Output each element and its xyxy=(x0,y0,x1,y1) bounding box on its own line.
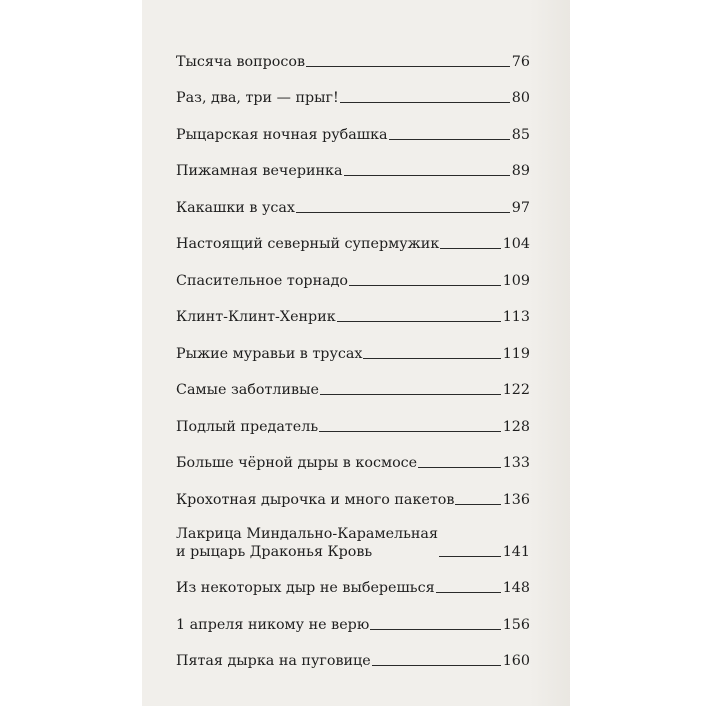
toc-entry-page: 109 xyxy=(502,272,530,289)
toc-entry xyxy=(176,363,530,400)
toc-entry-title: Самые заботливые xyxy=(176,382,319,398)
toc-entry-page: 156 xyxy=(502,616,530,633)
toc-entry-title: Спасительное торнадо xyxy=(176,272,349,289)
toc-entry-page: 89 xyxy=(511,163,530,179)
toc-entry-title: Рыжие муравьи в трусах xyxy=(176,345,363,362)
toc-entry-page: 141 xyxy=(502,543,530,560)
book-page xyxy=(142,0,570,706)
toc-entry xyxy=(176,253,530,290)
toc-entry-title: Тысяча вопросов xyxy=(176,53,306,70)
toc-entry-page: 148 xyxy=(502,580,530,596)
toc-leader-line xyxy=(337,321,501,322)
toc-leader-line xyxy=(306,66,510,67)
toc-entry-title: 1 апреля никому не верю xyxy=(176,616,370,633)
toc-entry xyxy=(176,561,530,598)
toc-entry xyxy=(176,180,530,217)
toc-entry xyxy=(176,597,530,634)
toc-leader-line xyxy=(370,629,500,630)
toc-entry-page: 85 xyxy=(511,126,530,143)
toc-leader-line xyxy=(440,248,500,249)
toc-entry-page: 76 xyxy=(511,53,530,70)
toc-entry xyxy=(176,217,530,254)
toc-entry-title: Из некоторых дыр не выберешься xyxy=(176,580,435,596)
toc-entry-title: Рыцарская ночная рубашка xyxy=(176,126,388,143)
toc-leader-line xyxy=(349,285,501,286)
toc-entry-page: 133 xyxy=(502,455,530,471)
toc-leader-line xyxy=(363,358,500,359)
toc-leader-line xyxy=(418,467,501,468)
toc-entry-title: Пижамная вечеринка xyxy=(176,163,343,179)
toc-leader-line xyxy=(340,102,510,103)
toc-entry xyxy=(176,71,530,108)
toc-entry xyxy=(176,634,530,671)
toc-entry-page: 136 xyxy=(502,491,530,508)
toc-entry xyxy=(176,34,530,71)
toc-entry-title: Крохотная дырочка и много пакетов xyxy=(176,491,455,508)
table-of-contents xyxy=(176,34,530,670)
toc-leader-line xyxy=(439,556,501,557)
toc-entry-page: 80 xyxy=(511,90,530,106)
toc-entry xyxy=(176,399,530,436)
toc-entry-title: Подлый предатель xyxy=(176,418,319,435)
toc-entry-page: 128 xyxy=(502,418,530,435)
toc-entry-title: Раз, два, три — прыг! xyxy=(176,90,339,106)
toc-entry-title: Какашки в усах xyxy=(176,199,295,216)
toc-entry xyxy=(176,326,530,363)
toc-leader-line xyxy=(436,592,501,593)
toc-entry xyxy=(176,290,530,327)
toc-entry-title: Больше чёрной дыры в космосе xyxy=(176,455,418,471)
toc-entry-title: Пятая дырка на пуговице xyxy=(176,653,371,669)
toc-leader-line xyxy=(320,394,501,395)
toc-entry xyxy=(176,472,530,509)
toc-entry-page: 97 xyxy=(511,199,530,216)
toc-entry-page: 104 xyxy=(502,236,530,252)
toc-entry-page: 113 xyxy=(502,309,530,325)
toc-leader-line xyxy=(455,504,500,505)
toc-entry xyxy=(176,107,530,144)
toc-leader-line xyxy=(372,665,501,666)
toc-leader-line xyxy=(319,431,501,432)
toc-entry-title: Настоящий северный супермужик xyxy=(176,236,440,252)
toc-entry xyxy=(176,144,530,181)
toc-entry-title: Лакрица Миндально-Карамельная и рыцарь Драконья Кровь xyxy=(176,525,438,560)
toc-entry-title: Клинт-Клинт-Хенрик xyxy=(176,309,336,325)
toc-entry xyxy=(176,436,530,473)
toc-leader-line xyxy=(389,139,510,140)
toc-entry xyxy=(176,509,530,561)
toc-leader-line xyxy=(344,175,510,176)
toc-leader-line xyxy=(296,212,510,213)
toc-entry-page: 160 xyxy=(502,653,530,669)
toc-entry-page: 122 xyxy=(502,382,530,398)
toc-entry-page: 119 xyxy=(502,345,530,362)
